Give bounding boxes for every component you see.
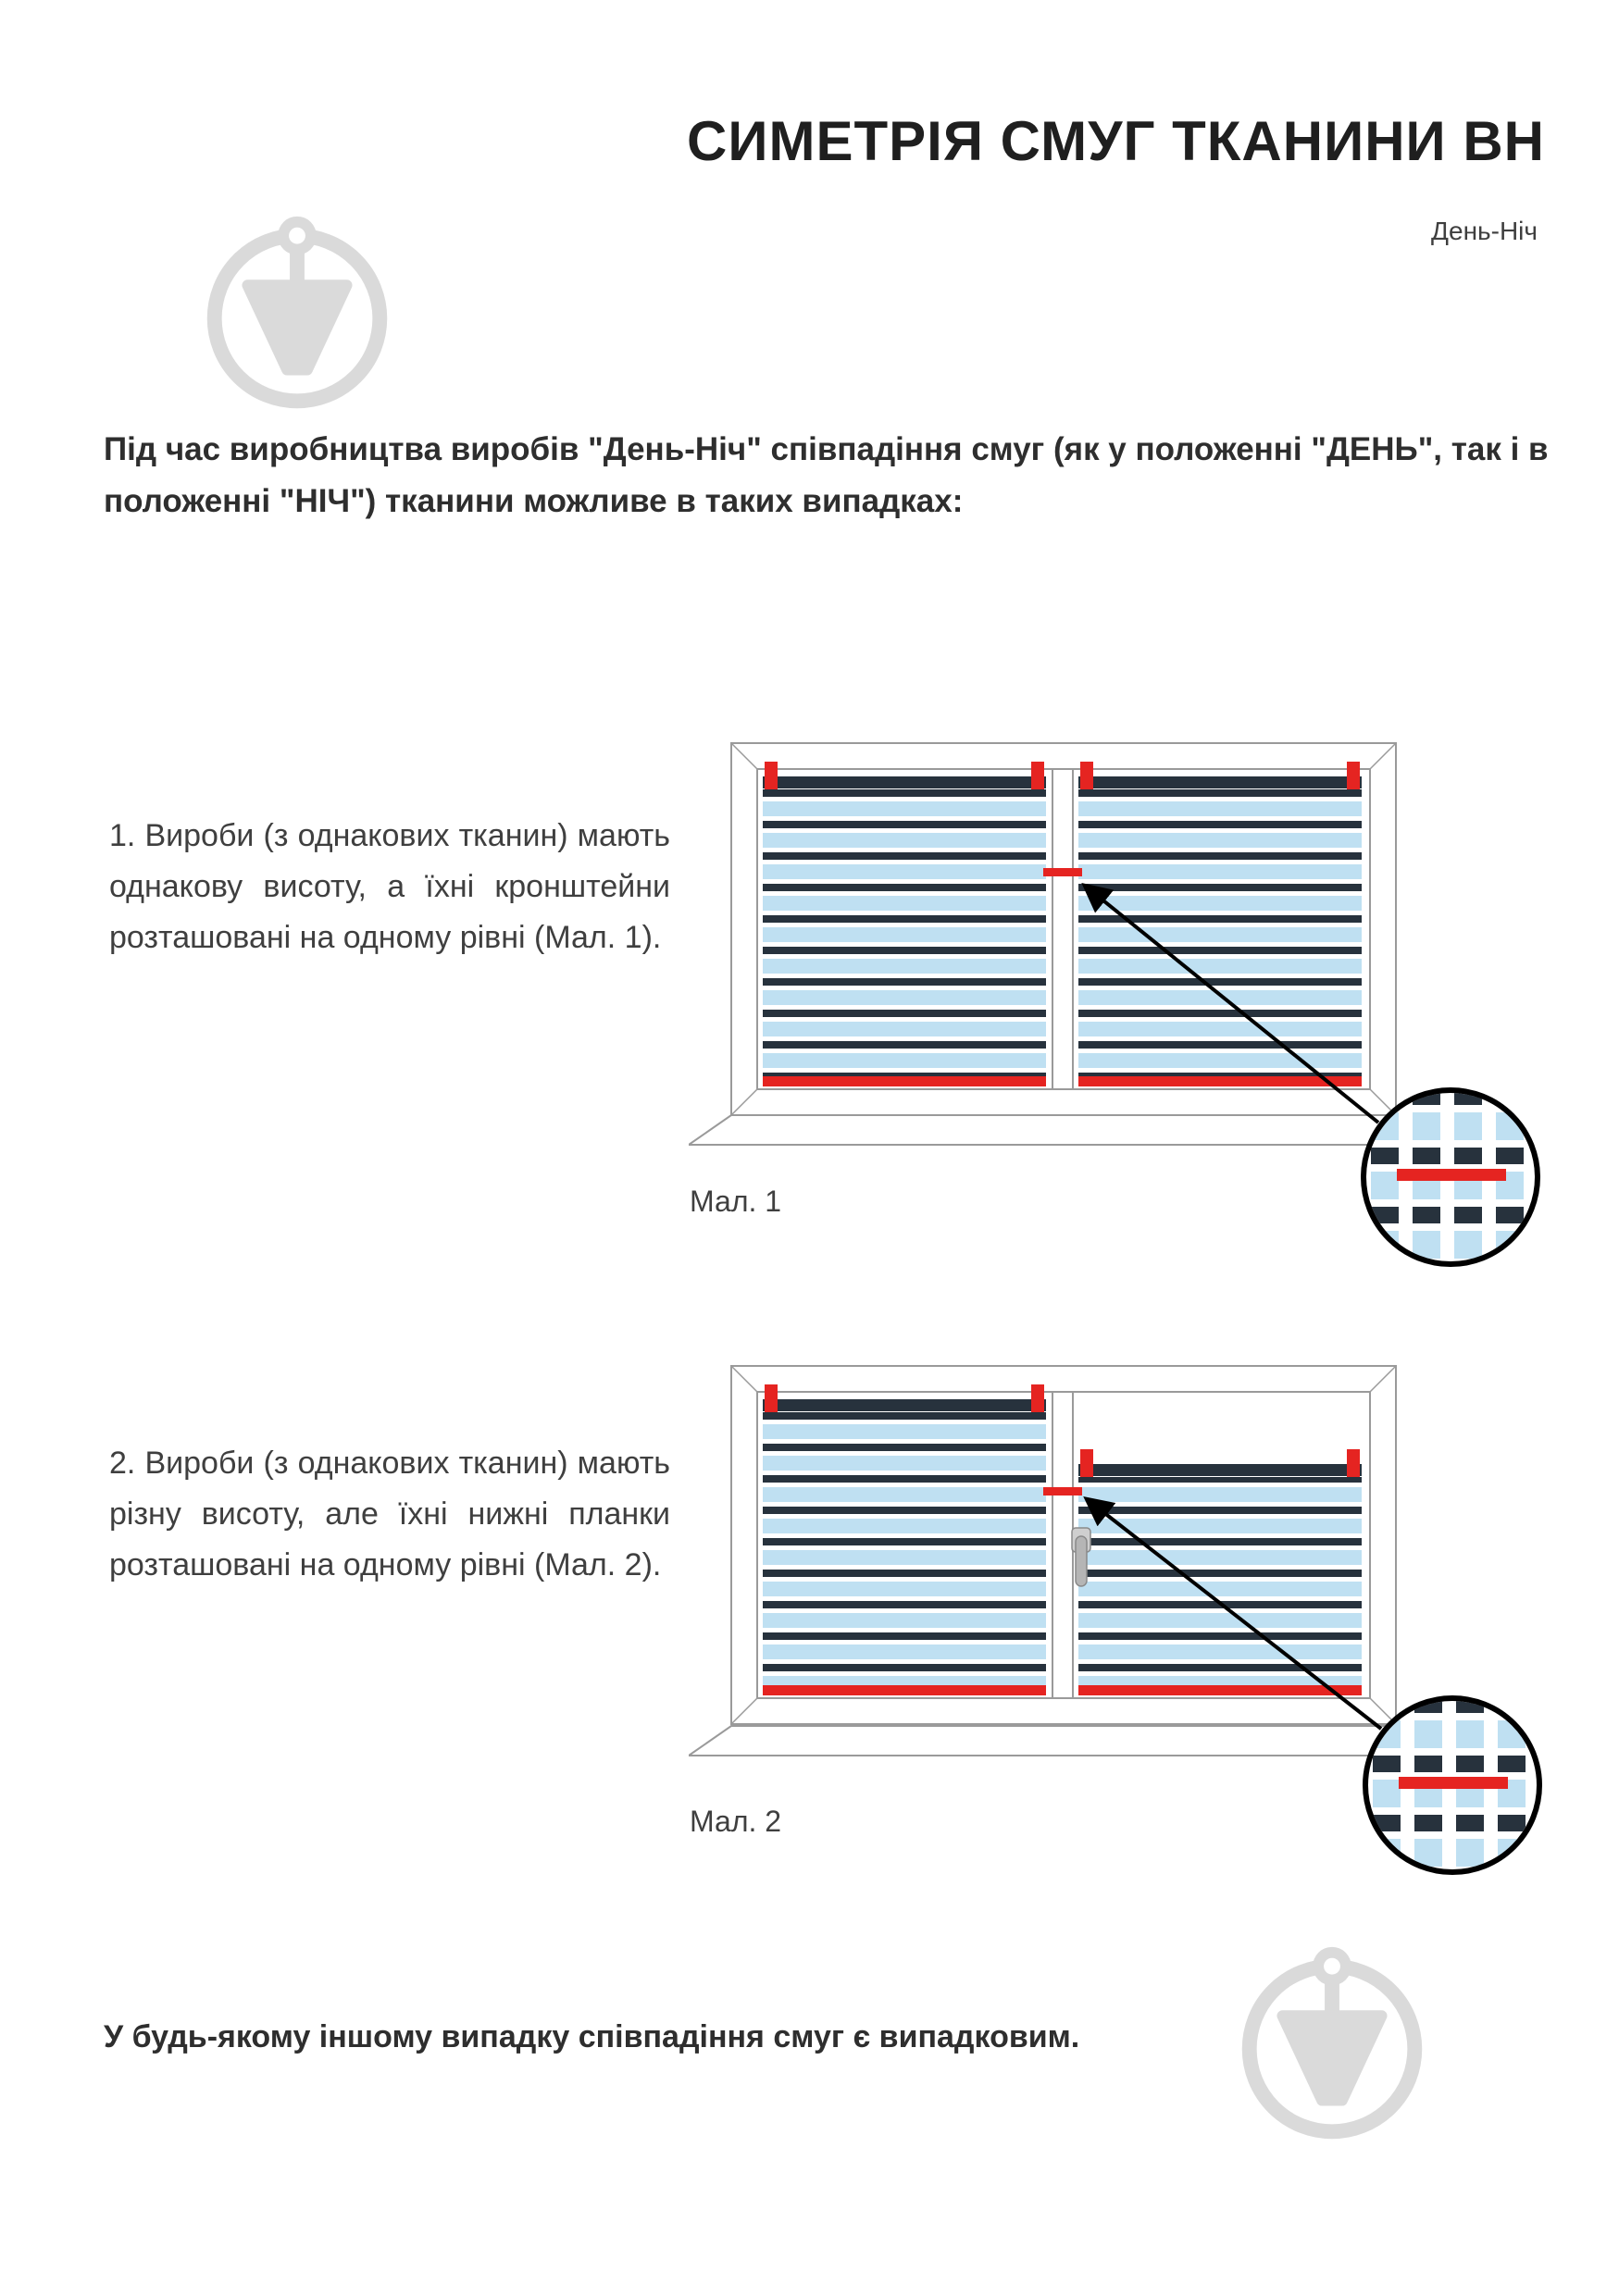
bracket-icon [765, 1384, 778, 1412]
blind-cassette [1078, 1464, 1362, 1476]
magnifier-inset [1364, 1088, 1538, 1273]
bottom-rail [1078, 1076, 1362, 1086]
bracket-icon [1347, 1449, 1360, 1477]
bottom-rail [763, 1685, 1046, 1695]
right-blind [1078, 1449, 1362, 1695]
windowsill [689, 1726, 1403, 1756]
alignment-mark [1043, 1487, 1082, 1496]
bracket-icon [1080, 762, 1093, 789]
footer-note: У будь-якому іншому випадку співпадіння смуг є випадковим. [104, 2019, 1080, 2054]
magnifier-inset [1365, 1696, 1539, 1881]
bracket-icon [1031, 762, 1044, 789]
blind-cassette [1078, 776, 1362, 788]
page-subtitle: День-Ніч [1431, 217, 1538, 245]
right-blind [1078, 762, 1362, 1086]
page-title: СИМЕТРІЯ СМУГ ТКАНИНИ ВН [687, 110, 1545, 172]
window-mullion [1052, 1392, 1073, 1698]
windowsill [689, 1115, 1403, 1145]
bottom-rail [1078, 1685, 1362, 1695]
bracket-icon [1347, 762, 1360, 789]
figure-2-illustration [689, 1359, 1559, 1900]
window-mullion [1052, 769, 1073, 1089]
bracket-icon [1031, 1384, 1044, 1412]
figure-1-illustration [689, 736, 1559, 1277]
intro-paragraph: Під час виробництва виробів "День-Ніч" співпадіння смуг (як у положенні "ДЕНЬ", так і в положенні "НІЧ") тканини можливе в таких випадках: [104, 431, 1549, 519]
blind-cassette [763, 1399, 1046, 1411]
figure-2-caption: Мал. 2 [690, 1805, 782, 1838]
alignment-mark [1043, 868, 1082, 876]
left-blind [763, 1384, 1046, 1695]
bracket-icon [765, 762, 778, 789]
blind-cassette [763, 776, 1046, 788]
bracket-icon [1080, 1449, 1093, 1477]
section-2-text: 2. Вироби (з однакових тканин) мають різну висоту, але їхні нижні планки розташовані на одному рівні (Мал. 2). [109, 1446, 670, 1583]
figure-1-caption: Мал. 1 [690, 1185, 782, 1218]
section-1-text: 1. Вироби (з однакових тканин) мають однакову висоту, а їхні кронштейни розташовані на одному рівні (Мал. 1). [109, 818, 670, 956]
brand-watermark-icon [178, 197, 417, 436]
bottom-rail [763, 1076, 1046, 1086]
left-blind [763, 762, 1046, 1086]
